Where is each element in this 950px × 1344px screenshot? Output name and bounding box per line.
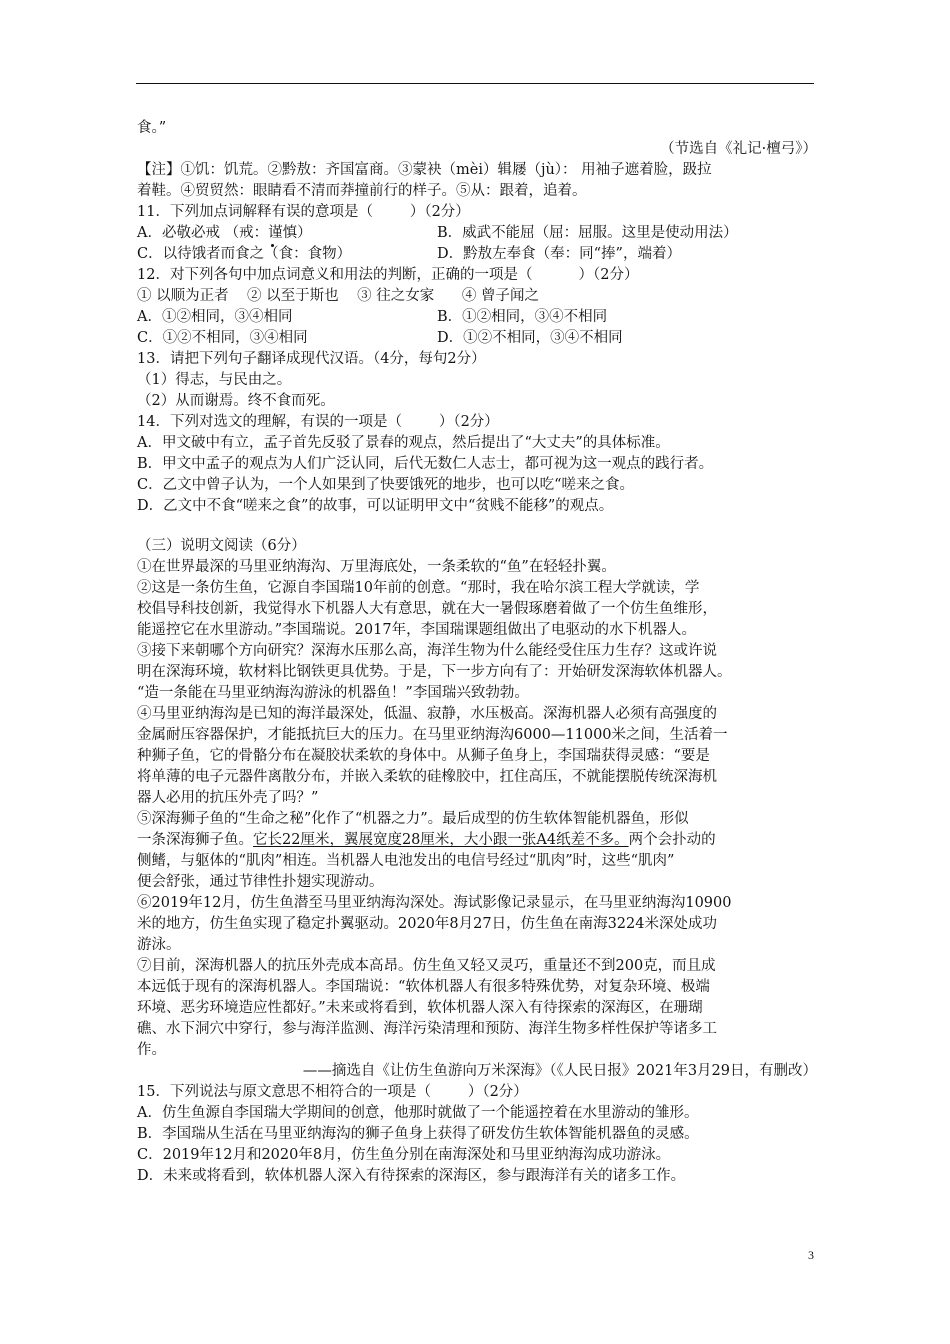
question-13 xyxy=(137,349,817,412)
text-run: 一条深海狮子鱼。 xyxy=(137,832,253,848)
question-items: ① 以顺为正者 ② 以至于斯也 ③ 往之女家 ④ 曾子闻之 xyxy=(137,288,539,304)
question-stem: 11．下列加点词解释有误的意项是（ ）（2分） xyxy=(137,204,470,220)
text-line: ⑥2019年12月，仿生鱼潜至马里亚纳海沟深处。海试影像记录显示，在马里亚纳海沟10900 xyxy=(137,895,732,911)
text-line: ②这是一条仿生鱼，它源自李国瑞10年前的创意。“那时，我在哈尔滨工程大学就读，学 xyxy=(137,580,700,596)
underlined-sentence: 它长22厘米，翼展宽度28厘米，大小跟一张A4纸差不多。 xyxy=(253,832,629,848)
text-line: 明在深海环境，软材料比钢铁更具优势。于是，下一步方向有了：开始研发深海软体机器人。 xyxy=(137,664,732,680)
text-line: 礁、水下洞穴中穿行，参与海洋监测、海洋污染清理和预防、海洋生物多样性保护等诸多工 xyxy=(137,1021,717,1037)
spacer xyxy=(137,517,817,536)
question-12 xyxy=(137,265,817,349)
text-line: 游泳。 xyxy=(137,937,181,953)
text-line: ①在世界最深的马里亚纳海沟、万里海底处，一条柔软的“鱼”在轻轻扑翼。 xyxy=(137,559,616,575)
text-line: 14．下列对选文的理解，有误的一项是（ ）（2分） xyxy=(137,414,499,430)
source-citation: （节选自《礼记·檀弓》） xyxy=(660,141,817,157)
option-d: D．黔敖左奉食（奉：同“捧”，端着） xyxy=(437,246,681,262)
text-line: D．未来或将看到，软体机器人深入有待探索的深海区，参与跟海洋有关的诸多工作。 xyxy=(137,1168,686,1184)
text-line: B．甲文中孟子的观点为人们广泛认同，后代无数仁人志士，都可视为这一观点的践行者。 xyxy=(137,456,714,472)
option-b: B．威武不能屈（屈：屈服。这里是使动用法） xyxy=(437,225,738,241)
text-line: D．乙文中不食“嗟来之食”的故事，可以证明甲文中“贫贱不能移”的观点。 xyxy=(137,498,614,514)
text-line: （2）从而谢焉。终不食而死。 xyxy=(137,393,335,409)
text-line: 作。 xyxy=(137,1042,166,1058)
text-line: 米的地方，仿生鱼实现了稳定扑翼驱动。2020年8月27日，仿生鱼在南海3224米深处成功 xyxy=(137,916,717,932)
text-line: 金属耐压容器保护，才能抵抗巨大的压力。在马里亚纳海沟6000—11000米之间，生活着一 xyxy=(137,727,728,743)
option-a: A．必敬必戒 （戒：谨慎） xyxy=(137,225,312,241)
text-line: 将单薄的电子元器件离散分布，并嵌入柔软的硅橡胶中，扛住高压，不就能摆脱传统深海机 xyxy=(137,769,717,785)
text-line: （1）得志，与民由之。 xyxy=(137,372,292,388)
text-line: C．乙文中曾子认为，一个人如果到了快要饿死的地步，也可以吃“嗟来之食。 xyxy=(137,477,635,493)
text-line: 食。” xyxy=(137,120,167,136)
question-stem: 12．对下列各句中加点词意义和用法的判断，正确的一项是（ ）（2分） xyxy=(137,267,639,283)
text-line: ⑦目前，深海机器人的抗压外壳成本高昂。仿生鱼又轻又灵巧，重量还不到200克，而且成 xyxy=(137,958,716,974)
text-line: 器人必用的抗压外壳了吗？” xyxy=(137,790,319,806)
option-b: B．①②相同，③④不相同 xyxy=(437,309,608,325)
text-line: 【注】①饥：饥荒。②黔敖：齐国富商。③蒙袂（mèi）辑屦（jù）： 用袖子遮着脸，趿拉 xyxy=(137,162,712,178)
question-11 xyxy=(137,202,817,265)
option-d: D．①②不相同，③④不相同 xyxy=(437,330,623,346)
text-line: A．仿生鱼源自李国瑞大学期间的创意，他那时就做了一个能遥控着在水里游动的雏形。 xyxy=(137,1105,699,1121)
text-line: C．2019年12月和2020年8月，仿生鱼分别在南海深处和马里亚纳海沟成功游泳。 xyxy=(137,1147,671,1163)
section-heading: （三）说明文阅读（6分） xyxy=(137,538,306,554)
text-line: 13．请把下列句子翻译成现代汉语。（4分，每句2分） xyxy=(137,351,486,367)
text-line: 本远低于现有的深海机器人。李国瑞说：“软体机器人有很多特殊优势，对复杂环境、极端 xyxy=(137,979,710,995)
question-15 xyxy=(137,1082,817,1187)
option-c: C．①②不相同，③④相同 xyxy=(137,330,308,346)
text-line: ⑤深海狮子鱼的“生命之秘”化作了“机器之力”。最后成型的仿生软体智能机器鱼，形似 xyxy=(137,811,689,827)
question-14 xyxy=(137,412,817,517)
text-line: 侧鳍，与躯体的“肌肉”相连。当机器人电池发出的电信号经过“肌肉”时，这些“肌肉” xyxy=(137,853,675,869)
text-line: 着鞋。④贸贸然：眼睛看不清而莽撞前行的样子。⑤从：跟着，追着。 xyxy=(137,183,587,199)
annotation xyxy=(137,160,817,202)
text-line: A．甲文破中有立，孟子首先反驳了景春的观点，然后提出了“大丈夫”的具体标准。 xyxy=(137,435,670,451)
text-line xyxy=(137,830,817,851)
header-rule xyxy=(136,83,814,84)
option-c: C．以待饿者而食之（食：食物） xyxy=(137,246,352,262)
document-page xyxy=(137,118,817,1187)
text-line: ④马里亚纳海沟是已知的海洋最深处，低温、寂静，水压极高。深海机器人必须有高强度的 xyxy=(137,706,717,722)
text-line: 能遥控它在水里游动。”李国瑞说。2017年，李国瑞课题组做出了电驱动的水下机器人。 xyxy=(137,622,697,638)
source-citation: ——摘选自《让仿生鱼游向万米深海》（《人民日报》2021年3月29日，有删改） xyxy=(302,1063,817,1079)
text-run: 两个会扑动的 xyxy=(628,832,716,848)
page-number: 3 xyxy=(808,1248,814,1262)
text-line: 环境、恶劣环境造应性都好。”未来或将看到，软体机器人深入有待探索的深海区，在珊瑚 xyxy=(137,1000,703,1016)
reading-passage xyxy=(137,536,817,1082)
text-line: 便会舒张，通过节律性扑翅实现游动。 xyxy=(137,874,384,890)
text-line: “造一条能在马里亚纳海沟游泳的机器鱼！”李国瑞兴致勃勃。 xyxy=(137,685,529,701)
text-line: ③接下来朝哪个方向研究？深海水压那么高，海洋生物为什么能经受住压力生存？这或许说 xyxy=(137,643,717,659)
text-line: B．李国瑞从生活在马里亚纳海沟的狮子鱼身上获得了研发仿生软体智能机器鱼的灵感。 xyxy=(137,1126,699,1142)
text-line: 15．下列说法与原文意思不相符合的一项是（ ）（2分） xyxy=(137,1084,528,1100)
text-line: 校倡导科技创新，我觉得水下机器人大有意思，就在大一暑假琢磨着做了一个仿生鱼维形， xyxy=(137,601,717,617)
text-line: 种狮子鱼，它的骨骼分布在凝胶状柔软的身体中。从狮子鱼身上，李国瑞获得灵感：“要是 xyxy=(137,748,710,764)
option-a: A．①②相同，③④相同 xyxy=(137,309,293,325)
